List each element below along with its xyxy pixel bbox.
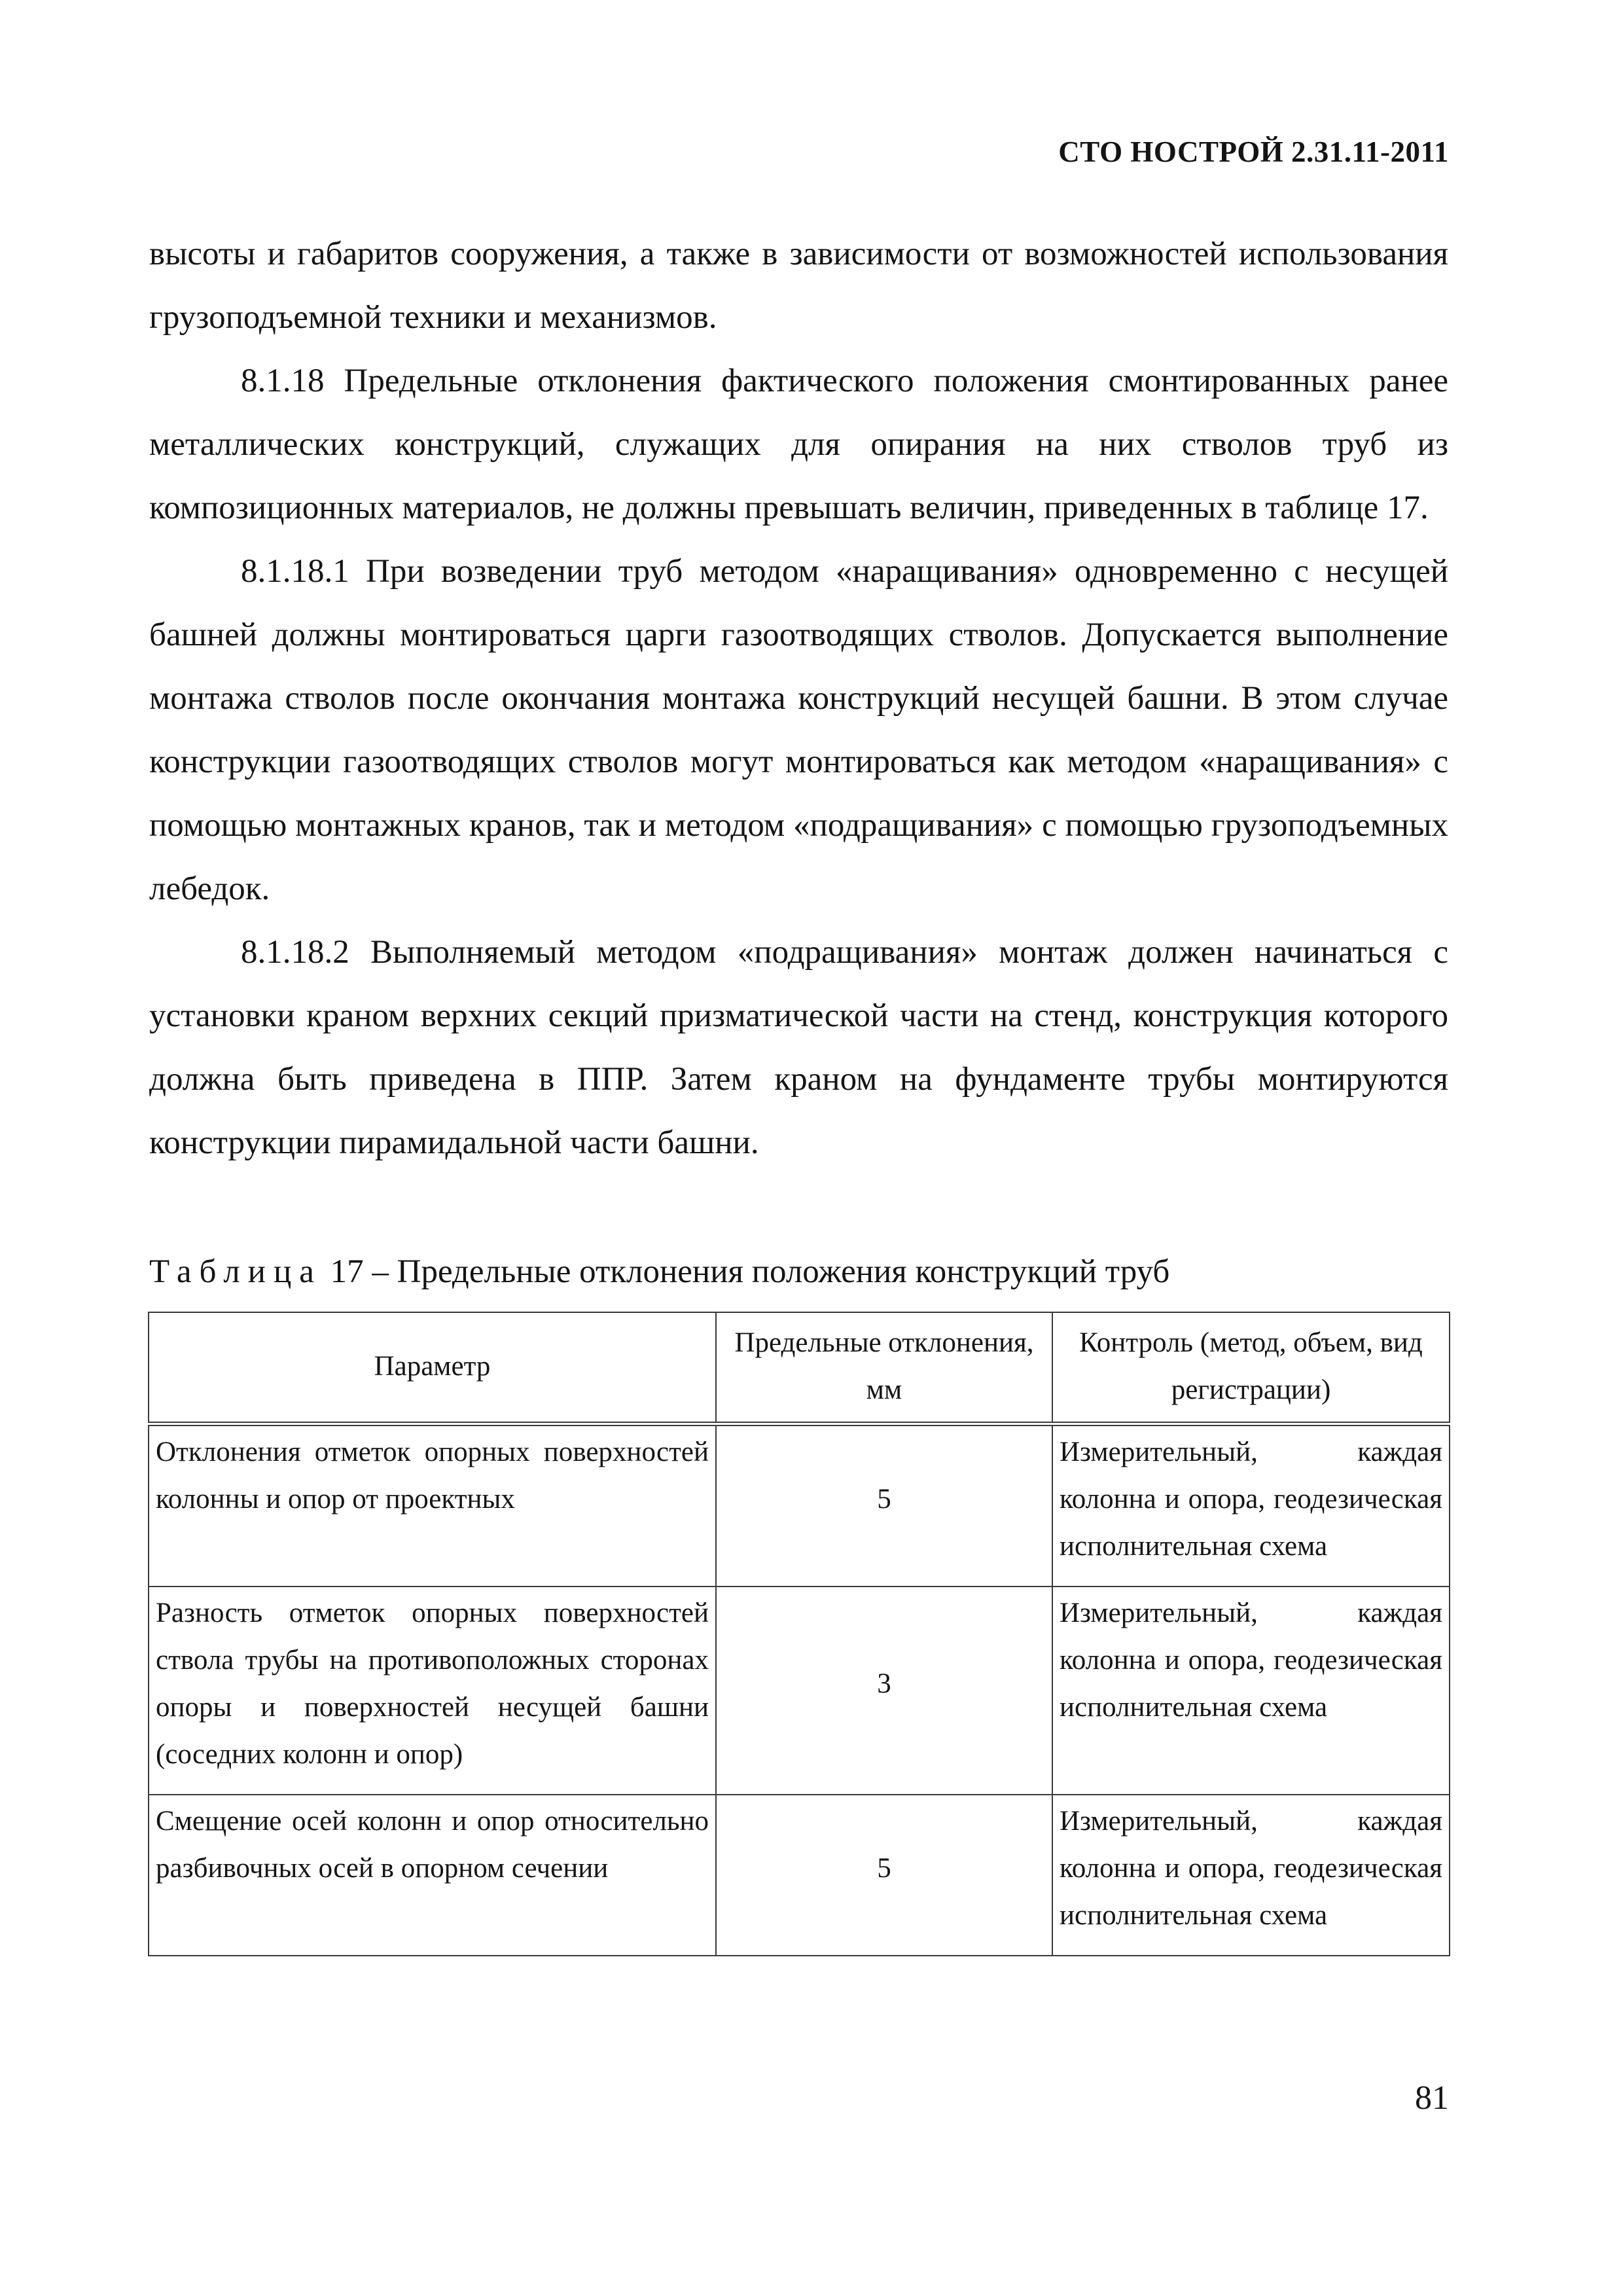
cell-deviation: 3 — [716, 1587, 1052, 1795]
cell-deviation: 5 — [716, 1424, 1052, 1587]
cell-control: Измерительный, каждая колонна и опора, геодезическая исполнительная схема — [1052, 1587, 1450, 1795]
cell-parameter: Отклонения отметок опорных поверхностей колонны и опор от проектных — [149, 1424, 716, 1587]
header-deviation: Предельные отклонения, мм — [716, 1312, 1052, 1424]
standard-code-header: СТО НОСТРОЙ 2.31.11-2011 — [1058, 135, 1449, 168]
cell-control: Измерительный, каждая колонна и опора, геодезическая исполнительная схема — [1052, 1424, 1450, 1587]
table-caption-number: 17 — [330, 1253, 364, 1290]
cell-deviation: 5 — [716, 1795, 1052, 1956]
table-row — [149, 1587, 1450, 1795]
cell-parameter: Смещение осей колонн и опор относительно разбивочных осей в опорном сечении — [149, 1795, 716, 1956]
header-control: Контроль (метод, объем, вид регистрации) — [1052, 1312, 1450, 1424]
table-header-row — [149, 1312, 1450, 1424]
body-text — [149, 223, 1448, 1175]
cell-control: Измерительный, каждая колонна и опора, геодезическая исполнительная схема — [1052, 1795, 1450, 1956]
table-caption — [149, 1249, 1169, 1295]
paragraph-8-1-18: 8.1.18 Предельные отклонения фактического положения смонтированных ранее металлических конструкций, служащих для опирания на них стволов труб из композиционных материалов, не должны превышать величин, приведенных в таблице 17. — [149, 363, 1448, 526]
table-caption-dash: – — [372, 1253, 389, 1290]
page-number: 81 — [1415, 2079, 1449, 2117]
table-caption-label: Таблица — [149, 1253, 322, 1290]
paragraph-continuation: высоты и габаритов сооружения, а также в зависимости от возможностей использования грузоподъемной техники и механизмов. — [149, 236, 1448, 336]
header-parameter: Параметр — [149, 1312, 716, 1424]
cell-parameter: Разность отметок опорных поверхностей ствола трубы на противоположных сторонах опоры и поверхностей несущей башни (соседних колонн и опор) — [149, 1587, 716, 1795]
table-row — [149, 1424, 1450, 1587]
table-row — [149, 1795, 1450, 1956]
table-caption-title: Предельные отклонения положения конструкций труб — [397, 1253, 1170, 1290]
paragraph-8-1-18-2: 8.1.18.2 Выполняемый методом «подращивания» монтаж должен начинаться с установки краном верхних секций призматической части на стенд, конструкция которого должна быть приведена в ППР. Затем краном на фундаменте трубы монтируются конструкции пирамидальной части башни. — [149, 934, 1448, 1161]
paragraph-8-1-18-1: 8.1.18.1 При возведении труб методом «наращивания» одновременно с несущей башней должны монтироваться царги газоотводящих стволов. Допускается выполнение монтажа стволов после окончания монтажа конструкций несущей башни. В этом случае конструкции газоотводящих стволов могут монтироваться как методом «наращивания» с помощью монтажных кранов, так и методом «подращивания» с помощью грузоподъемных лебедок. — [149, 553, 1448, 907]
deviation-table — [148, 1312, 1450, 1956]
